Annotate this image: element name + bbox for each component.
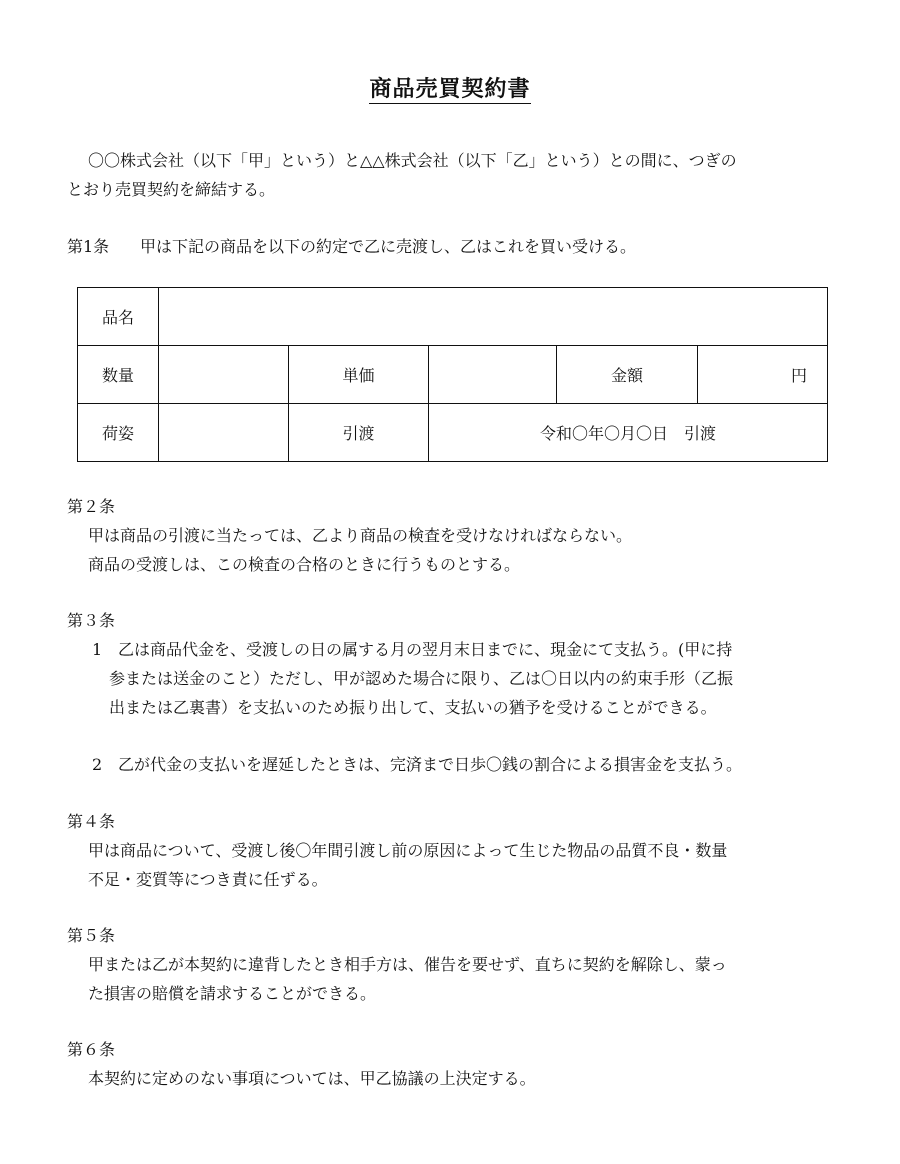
article2-heading: 第２条: [67, 497, 116, 516]
article2-line-2: 商品の受渡しは、この検査の合格のときに行うものとする。: [88, 555, 521, 574]
delivery-label: 引渡: [289, 404, 429, 462]
table-row: [78, 346, 828, 404]
article3-item1-line-3: 出または乙裏書）を支払いのため振り出して、支払いの猶予を受けることができる。: [109, 698, 717, 717]
product-spec-table: [77, 287, 828, 462]
quantity-cell: [159, 346, 289, 404]
article1-text: 甲は下記の商品を以下の約定で乙に売渡し、乙はこれを買い受ける。: [140, 237, 637, 256]
article6-heading: 第６条: [67, 1040, 116, 1059]
product-name-label: 品名: [78, 288, 159, 346]
intro-line-1: 〇〇株式会社（以下「甲」という）と△△株式会社（以下「乙」という）との間に、つぎの: [88, 151, 737, 170]
amount-cell: 円: [698, 346, 828, 404]
article4-line-2: 不足・変質等につき責に任ずる。: [88, 870, 328, 889]
article3-item1-line-2: 参または送金のこと）ただし、甲が認めた場合に限り、乙は〇日以内の約束手形（乙振: [109, 669, 734, 688]
document-title-text: 商品売買契約書: [369, 76, 531, 102]
product-name-cell: [159, 288, 828, 346]
article3-item1-line-1: 乙は商品代金を、受渡しの日の属する月の翌月末日までに、現金にて支払う。(甲に持: [118, 640, 733, 659]
amount-label: 金額: [557, 346, 698, 404]
article3-item2-number: 2: [92, 755, 103, 774]
quantity-label: 数量: [78, 346, 159, 404]
intro-line-2: とおり売買契約を締結する。: [67, 180, 276, 199]
article3-item2-text: 乙が代金の支払いを遅延したときは、完済まで日歩〇銭の割合による損害金を支払う。: [118, 755, 743, 774]
article1-heading: 第1条: [67, 237, 110, 256]
article6-line-1: 本契約に定めのない事項については、甲乙協議の上決定する。: [88, 1069, 536, 1088]
article3-heading: 第３条: [67, 611, 116, 630]
packing-cell: [159, 404, 289, 462]
article2-line-1: 甲は商品の引渡に当たっては、乙より商品の検査を受けなければならない。: [88, 526, 633, 545]
unit-price-label: 単価: [289, 346, 429, 404]
packing-label: 荷姿: [78, 404, 159, 462]
article5-line-1: 甲または乙が本契約に違背したとき相手方は、催告を要せず、直ちに契約を解除し、蒙っ: [88, 955, 727, 974]
article4-line-1: 甲は商品について、受渡し後〇年間引渡し前の原因によって生じた物品の品質不良・数量: [88, 841, 728, 860]
article4-heading: 第４条: [67, 812, 116, 831]
article5-heading: 第５条: [67, 926, 116, 945]
article3-item1-number: 1: [92, 640, 103, 659]
table-row: [78, 404, 828, 462]
table-row: [78, 288, 828, 346]
article5-line-2: た損害の賠償を請求することができる。: [88, 984, 377, 1003]
document-title: [0, 72, 900, 103]
delivery-date-cell: 令和〇年〇月〇日 引渡: [429, 404, 828, 462]
unit-price-cell: [429, 346, 557, 404]
